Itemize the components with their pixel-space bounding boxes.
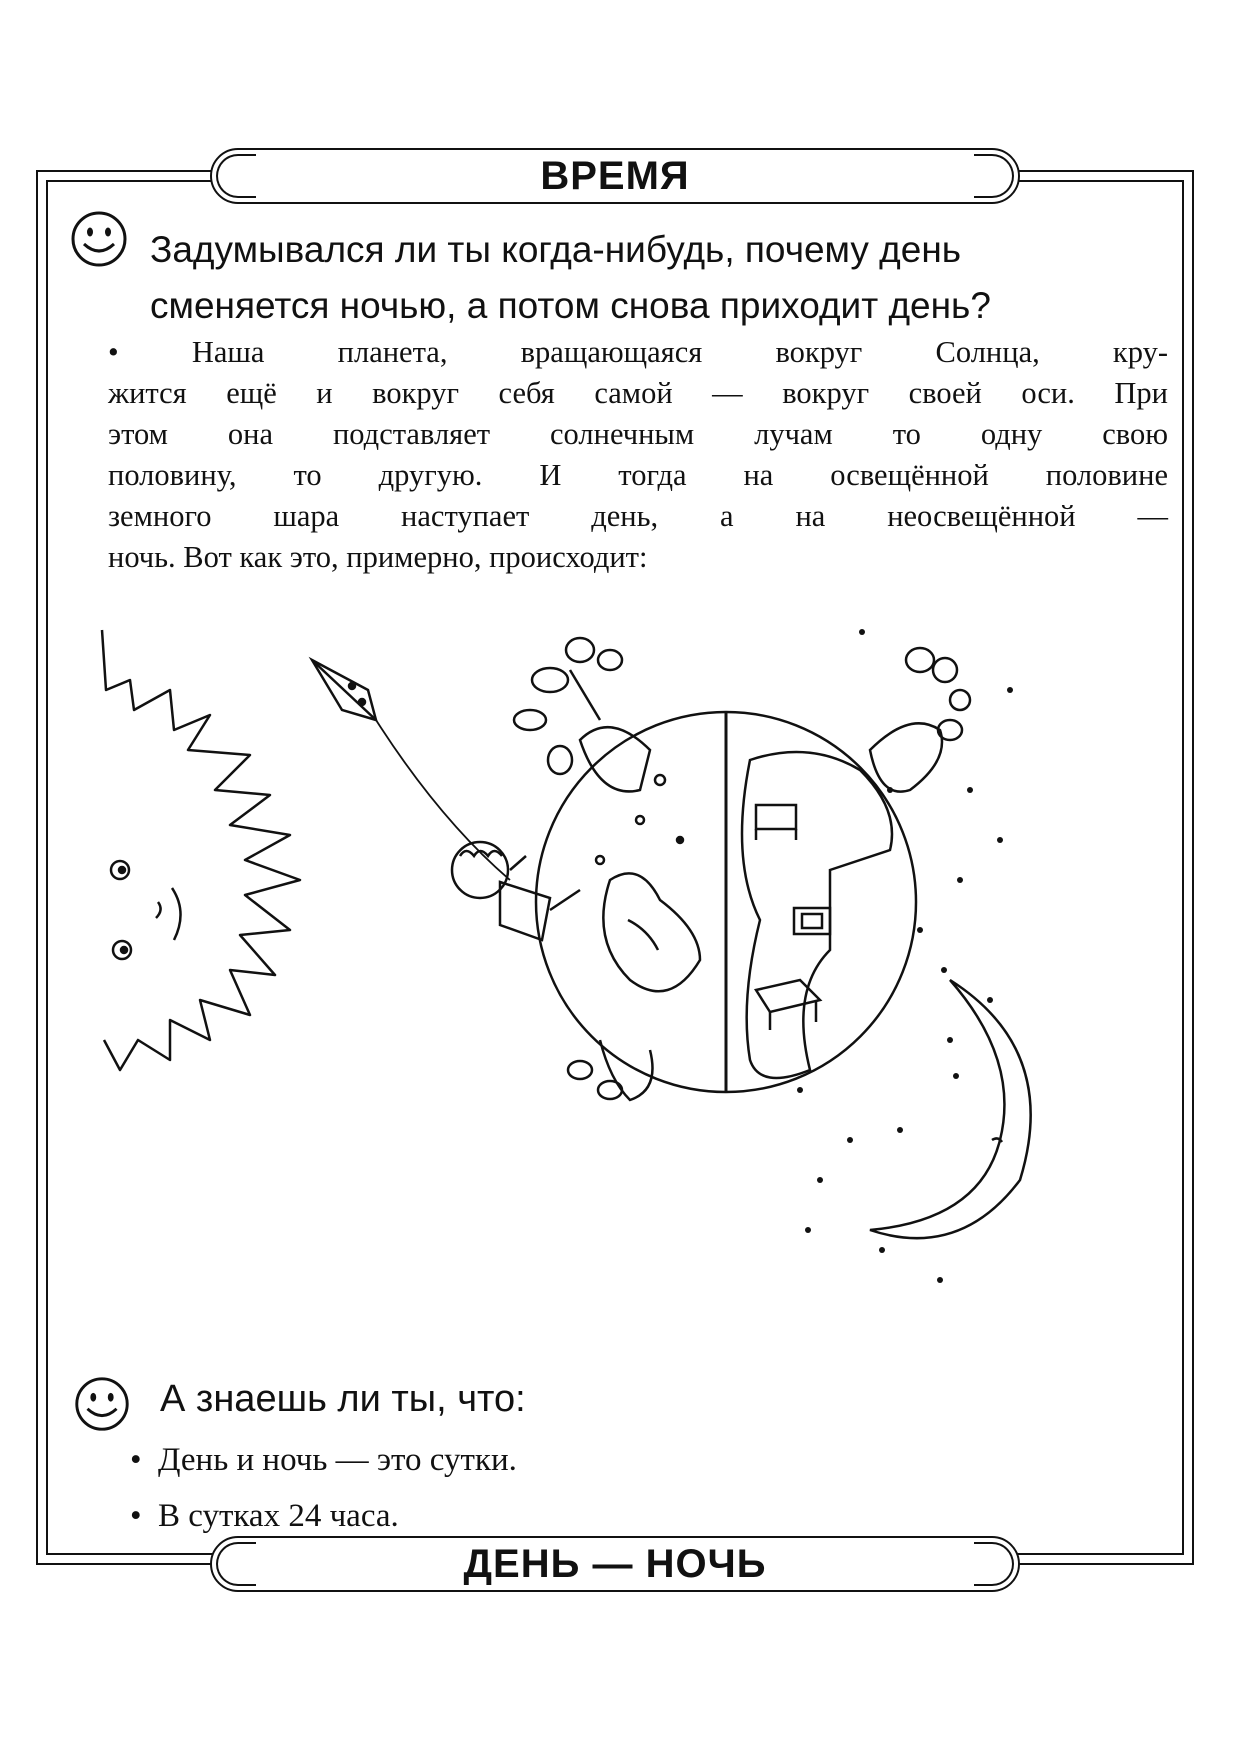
explanation-line: жится ещё и вокруг себя самой — вокруг своей оси. При — [108, 376, 1168, 410]
fact-text: День и ночь — это сутки. — [158, 1442, 517, 1478]
child-figure-illustration — [452, 842, 580, 940]
day-night-illustration — [80, 620, 1160, 1330]
explanation-paragraph — [108, 332, 1168, 578]
footer-banner — [210, 1536, 1020, 1592]
smiley-face-icon — [70, 1372, 134, 1436]
explanation-line: • Наша планета, вращающаяся вокруг Солнца, кру- — [108, 335, 1168, 369]
bullet-icon: • — [130, 1498, 142, 1534]
explanation-line: земного шара наступает день, а на неосвещённой — — [108, 499, 1168, 533]
question-line: Задумывался ли ты когда-нибудь, почему день — [150, 229, 962, 270]
sun-illustration — [102, 630, 300, 1070]
footer-title: ДЕНЬ — НОЧЬ — [463, 1541, 767, 1586]
header-banner — [210, 148, 1020, 204]
explanation-line: половину, то другую. И тогда на освещённой половине — [108, 458, 1168, 492]
bullet-icon: • — [130, 1442, 142, 1478]
crescent-moon-illustration — [870, 980, 1031, 1238]
question-line: сменяется ночью, а потом снова приходит день? — [150, 285, 991, 326]
fact-text: В сутках 24 часа. — [158, 1498, 399, 1534]
earth-illustration — [514, 638, 970, 1100]
list-item — [130, 1432, 517, 1488]
facts-list — [130, 1432, 517, 1544]
question-text — [150, 222, 1170, 334]
kite-illustration — [312, 660, 510, 880]
page-title: ВРЕМЯ — [540, 153, 690, 198]
facts-title: А знаешь ли ты, что: — [160, 1378, 526, 1420]
smiley-face-icon — [66, 206, 132, 272]
explanation-line: этом она подставляет солнечным лучам то одну свою — [108, 417, 1168, 451]
explanation-line: ночь. Вот как это, примерно, происходит: — [108, 540, 648, 574]
